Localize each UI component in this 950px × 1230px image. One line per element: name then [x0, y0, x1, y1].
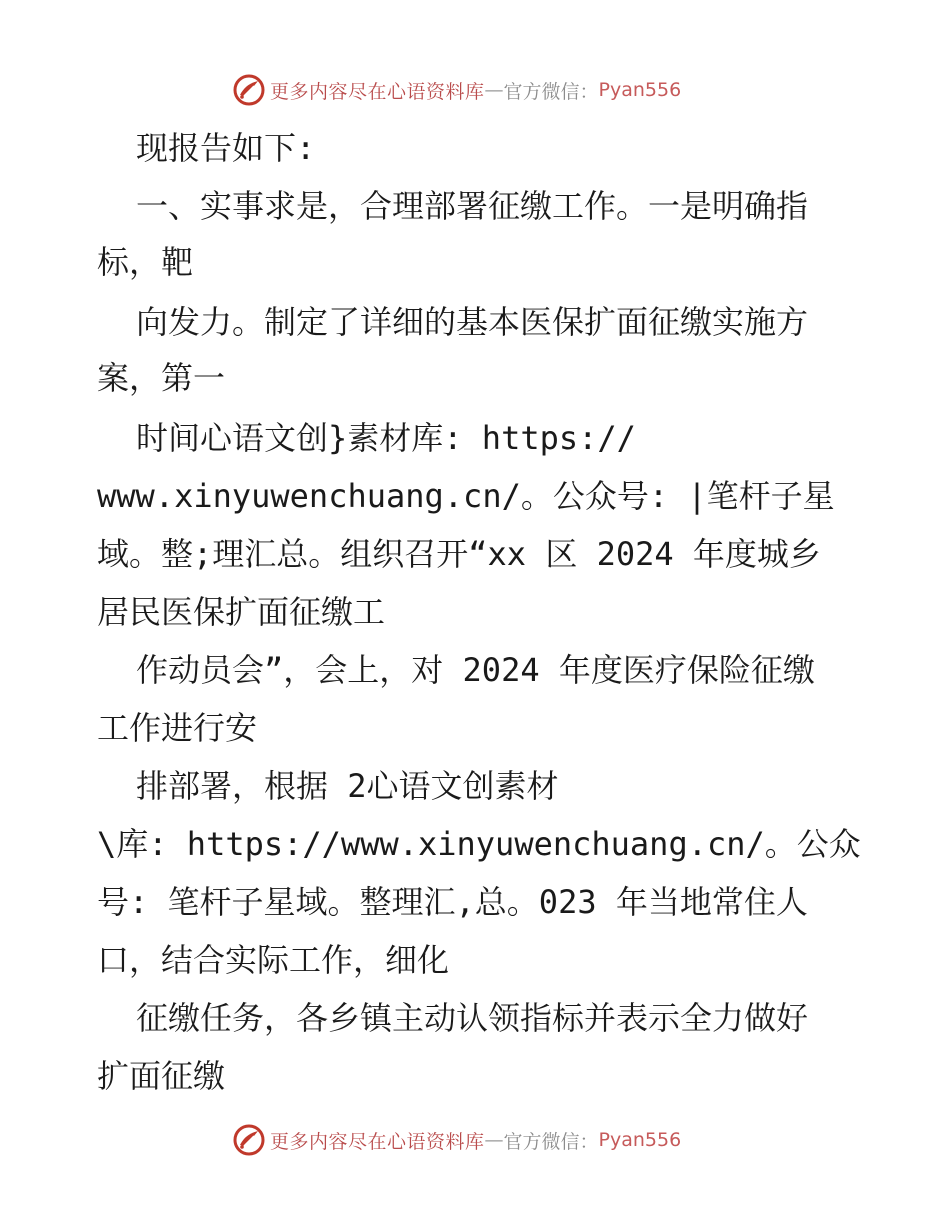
header-banner	[232, 72, 681, 108]
banner-slogan: 更多内容尽在心语资料库	[270, 80, 485, 103]
text-line: 案，第一	[97, 359, 226, 397]
text-line: 作动员会”，会上，对 2024 年度医疗保险征缴	[136, 651, 815, 689]
text-line: 一、实事求是，合理部署征缴工作。一是明确指	[136, 187, 809, 225]
text-line: \库: https://www.xinyuwenchuang.cn/。公众	[97, 825, 861, 863]
banner-dash: —	[484, 79, 504, 101]
text-line: 扩面征缴	[97, 1057, 226, 1095]
text-line: 排部署，根据 2心语文创素材	[136, 767, 559, 805]
text-line: 居民医保扩面征缴工	[97, 593, 386, 631]
banner-slogan: 更多内容尽在心语资料库	[270, 1130, 485, 1153]
quill-logo-icon	[232, 1123, 266, 1157]
text-line: 域。整;理汇总。组织召开“xx 区 2024 年度城乡	[97, 535, 821, 573]
text-line: 时间心语文创}素材库: https://	[136, 419, 636, 457]
text-line: 工作进行安	[97, 709, 258, 747]
text-line: 征缴任务，各乡镇主动认领指标并表示全力做好	[136, 999, 809, 1037]
text-line: 向发力。制定了详细的基本医保扩面征缴实施方	[136, 303, 809, 341]
text-line: 现报告如下:	[136, 129, 316, 167]
text-line: 口，结合实际工作，细化	[97, 941, 450, 979]
banner-contact-label: 官方微信：	[503, 80, 599, 103]
banner-contact-label: 官方微信：	[503, 1130, 599, 1153]
text-line: 号: 笔杆子星域。整理汇,总。023 年当地常住人	[97, 883, 808, 921]
footer-banner	[232, 1122, 681, 1158]
banner-contact-id: Pyan556	[598, 79, 682, 101]
banner-dash: —	[484, 1129, 504, 1151]
quill-logo-icon	[232, 73, 266, 107]
banner-contact-id: Pyan556	[598, 1129, 682, 1151]
text-line: www.xinyuwenchuang.cn/。公众号: |笔杆子星	[97, 477, 835, 515]
text-line: 标，靶	[97, 243, 194, 281]
